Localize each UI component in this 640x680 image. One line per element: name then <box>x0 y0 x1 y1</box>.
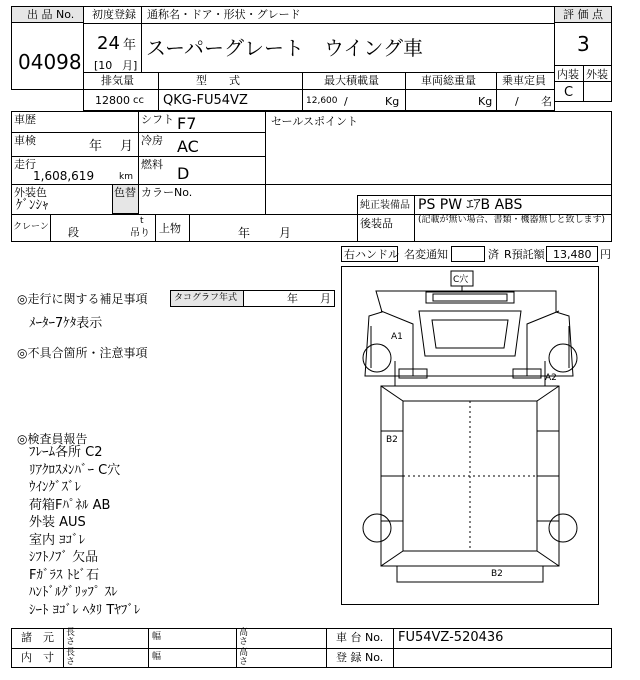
ac-label: 冷房 <box>141 134 163 147</box>
lot-number-label: 出 品 No. <box>27 8 75 21</box>
truck-diagram <box>341 266 599 605</box>
max-load-label: 最大積載量 <box>324 74 379 87</box>
name-change-box <box>451 246 485 262</box>
shift-value: F7 <box>177 114 197 133</box>
grade-label: 評 価 点 <box>563 8 603 21</box>
lift-label: 上物 <box>159 222 181 235</box>
fuel-value: D <box>177 164 190 183</box>
recycle-deposit-label: R預託額 <box>504 248 545 261</box>
lot-number: 04098 <box>18 50 82 74</box>
max-load-slash: / <box>344 95 348 108</box>
tacho-month-unit: 月 <box>320 292 331 305</box>
crane-hang-unit: 吊り <box>130 228 150 239</box>
ac-value: AC <box>177 137 199 156</box>
ext-color-label: 外装色 <box>14 186 47 199</box>
height-label-1: 高さ <box>239 628 249 647</box>
inspector-line: ﾘｱｸﾛｽﾒﾝﾊﾞｰ C穴 <box>29 462 121 478</box>
aftermarket-note: (記載が無い場合、書類・機器無しと致します) <box>418 215 606 225</box>
oem-equip-label: 純正装備品 <box>360 200 410 211</box>
mileage-label: 走行 <box>14 158 36 171</box>
history-label: 車歴 <box>14 113 36 126</box>
inspector-line: ﾊﾝﾄﾞﾙｸﾞﾘｯﾌﾟ ｽﾚ <box>29 585 118 600</box>
inspector-title: ◎検査員報告 <box>17 432 88 446</box>
displacement-value: 12800 <box>95 94 130 107</box>
inspection-label: 車検 <box>14 134 36 147</box>
recycle-value: 13,480 <box>553 248 592 261</box>
capacity-slash: / <box>515 95 519 108</box>
inspector-line: 室内 ﾖｺﾞﾚ <box>29 532 86 548</box>
width-label-2: 幅 <box>152 652 162 662</box>
inspector-line: Fｶﾞﾗｽ ﾄﾋﾞ石 <box>29 567 100 583</box>
car-name: スーパーグレート ウイング車 <box>146 36 423 60</box>
mileage-unit: km <box>119 172 133 182</box>
inspector-line: ｳｲﾝｸﾞｽﾞﾚ <box>29 480 81 495</box>
tachograph-label: タコグラフ年式 <box>174 293 238 303</box>
length-label-2: 長さ <box>66 648 76 667</box>
inspection-year-unit: 年 <box>89 139 103 154</box>
defects-title: ◎不具合箇所・注意事項 <box>17 346 148 360</box>
first-reg-month-unit: 月] <box>122 59 138 72</box>
interior-label: 内装 <box>557 68 579 81</box>
aftermarket-label: 後装品 <box>360 217 393 230</box>
displacement-label: 排気量 <box>101 74 134 87</box>
shift-label: シフト <box>141 113 174 126</box>
rear-bumper <box>397 566 543 582</box>
wheel-rear-left <box>363 514 391 542</box>
name-change-label: 名変通知 <box>404 248 448 261</box>
color-change-label: 色替 <box>114 186 136 199</box>
capacity-label: 乗車定員 <box>502 74 546 87</box>
mark-a1: A1 <box>391 332 403 342</box>
wheel-front-right <box>549 344 577 372</box>
tacho-year-unit: 年 <box>287 292 298 305</box>
first-reg-year-unit: 年 <box>123 38 137 53</box>
mark-a2: A2 <box>545 373 557 383</box>
wheel-rear-right <box>549 514 577 542</box>
lift-month-unit: 月 <box>279 226 292 240</box>
mark-b2-rear: B2 <box>491 569 503 579</box>
crane-stage-unit: 段 <box>68 226 79 239</box>
first-reg-month: [10 <box>94 59 113 72</box>
inspector-line: ｼｰﾄ ﾖｺﾞﾚ ﾍﾀﾘ Tﾔﾌﾞﾚ <box>29 602 141 618</box>
model-value: QKG-FU54VZ <box>163 93 248 108</box>
max-load-unit: Kg <box>385 95 400 108</box>
length-label-1: 長さ <box>66 628 76 647</box>
name-header-label: 通称名・ドア・形状・グレード <box>147 8 301 21</box>
inspector-line: 荷箱Fﾊﾟﾈﾙ AB <box>29 497 111 513</box>
fuel-label: 燃料 <box>141 158 163 171</box>
crane-ton-unit: t <box>140 216 144 226</box>
mark-c-hole: C穴 <box>453 275 469 285</box>
model-label: 型 式 <box>196 74 240 87</box>
supplementary-title: ◎走行に関する補足事項 <box>17 292 148 306</box>
rhd-label: 右ハンドル <box>344 248 399 261</box>
chassis-label: 車 台 No. <box>336 631 384 644</box>
mark-b2-side: B2 <box>386 435 398 445</box>
first-reg-label: 初度登録 <box>92 8 136 21</box>
name-header-line <box>83 23 555 24</box>
crane-label: クレーン <box>13 222 49 232</box>
color-no-title: カラーNo. <box>141 186 193 199</box>
supplementary-line: ﾒｰﾀｰ7ｹﾀ表示 <box>29 316 103 331</box>
overall-grade: 3 <box>577 32 590 56</box>
yen-unit: 円 <box>600 248 611 261</box>
dims-label: 内 寸 <box>21 651 54 664</box>
first-reg-year: 24 <box>97 33 120 54</box>
max-load-value: 12,600 <box>306 96 338 106</box>
gross-weight-label: 車両総重量 <box>421 74 476 87</box>
oem-equip-value: PS PW ｴｱB ABS <box>418 197 523 213</box>
displacement-unit: cc <box>133 95 144 106</box>
sales-point-label: セールスポイント <box>271 115 359 128</box>
specs-label: 諸 元 <box>21 631 54 644</box>
ext-color-value: ｹﾞﾝｼｬ <box>16 198 49 213</box>
inspector-line: ｼﾌﾄﾉﾌﾞ 欠品 <box>29 550 99 565</box>
inspector-line: ﾌﾚｰﾑ各所 C2 <box>29 445 103 460</box>
width-label-1: 幅 <box>152 632 162 642</box>
exterior-label: 外装 <box>586 68 608 81</box>
recycle-label: 済 <box>488 248 499 261</box>
interior-grade: C <box>564 85 574 100</box>
gross-weight-unit: Kg <box>478 95 493 108</box>
mileage-value: 1,608,619 <box>33 169 95 183</box>
reg-label: 登 録 No. <box>336 651 384 664</box>
inspection-month-unit: 月 <box>120 139 134 154</box>
capacity-unit: 名 <box>541 95 552 108</box>
height-label-2: 高さ <box>239 648 249 667</box>
inspector-line: 外装 AUS <box>29 515 86 530</box>
wheel-front-left <box>363 344 391 372</box>
lift-year-unit: 年 <box>238 226 251 240</box>
chassis-value: FU54VZ-520436 <box>398 630 504 645</box>
